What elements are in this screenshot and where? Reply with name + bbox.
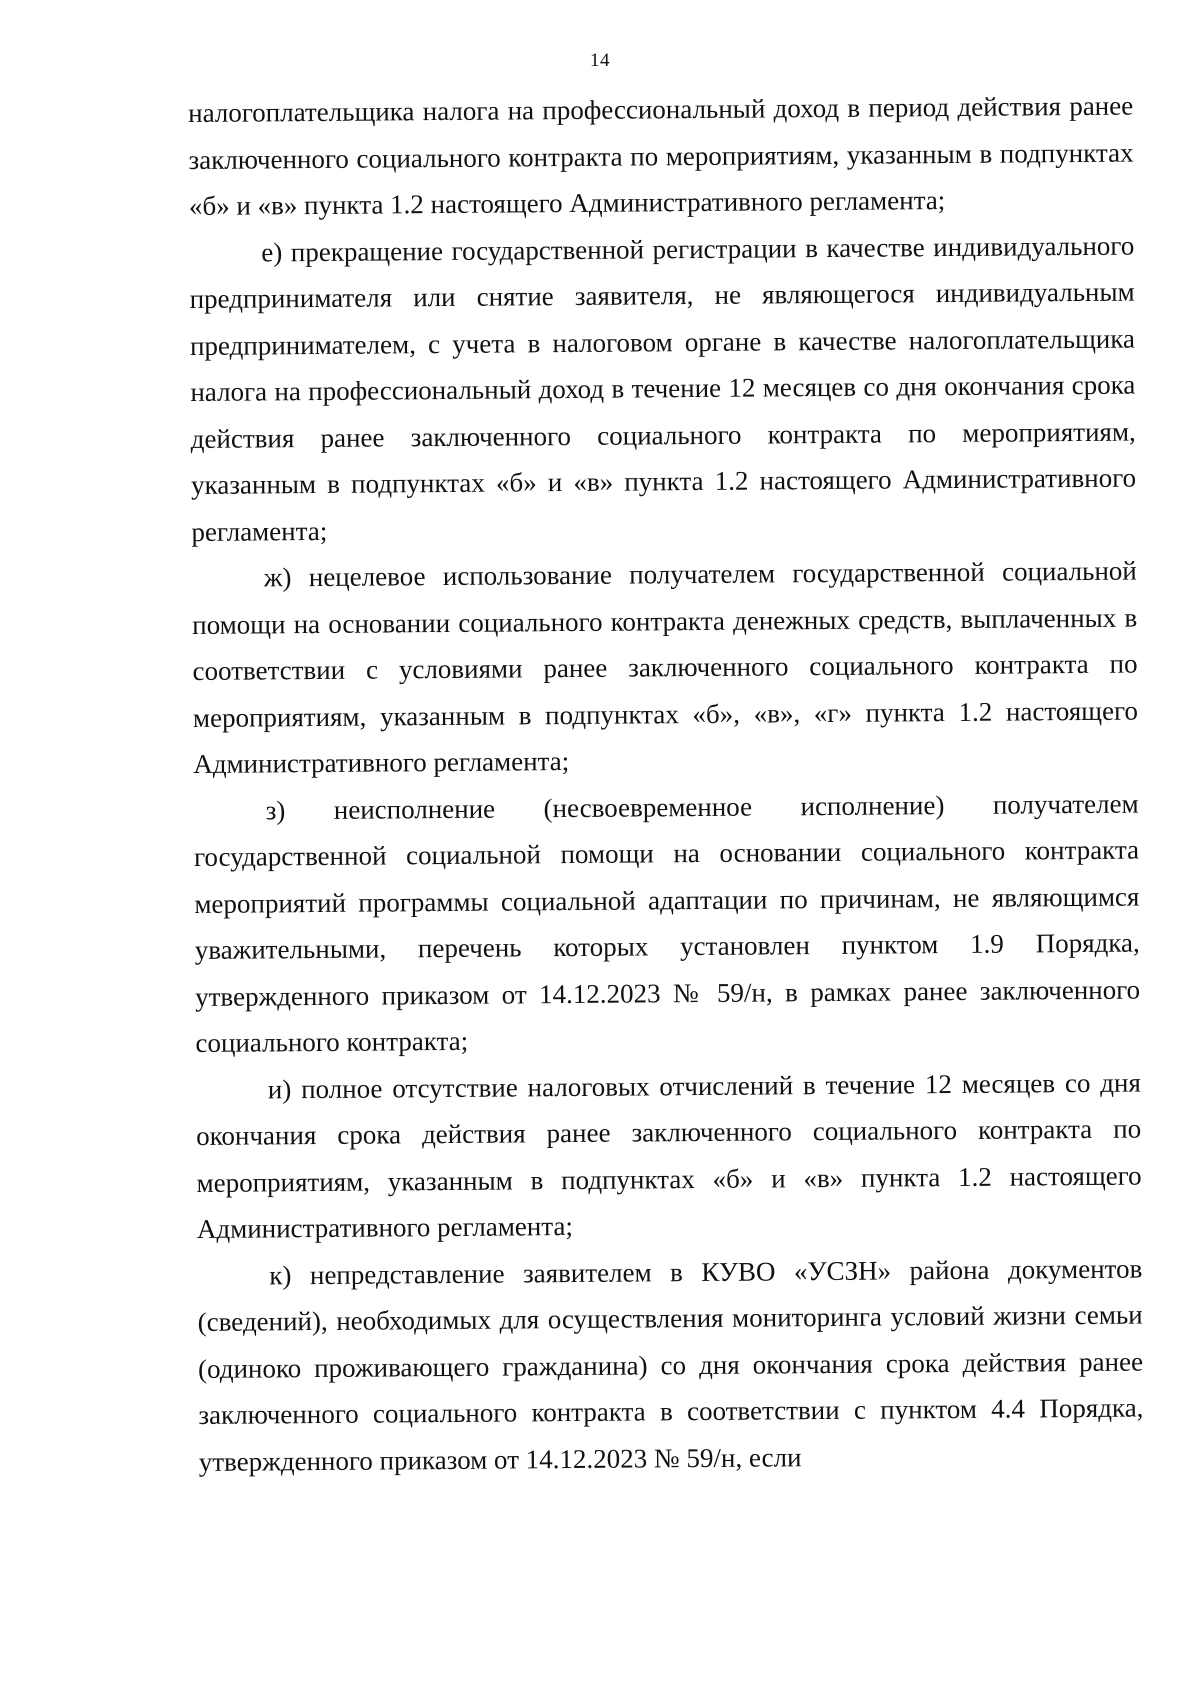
paragraph-item-zh: ж) нецелевое использование получателем государственной социальной помощи на основании социального контракта денежных средств, выплаченных в соответствии с условиями ранее заключенного социального контракта по мероприятиям, указанным в подпунктах «б», «в», «г» пункта 1.2 настоящего Административного регламента; <box>192 555 1139 779</box>
paragraph-continuation: налогоплательщика налога на профессиональный доход в период действия ранее заключенного социального контракта по мероприятиям, указанным в подпунктах «б» и «в» пункта 1.2 настоящего Административного регламента; <box>188 90 1134 221</box>
page-number: 14 <box>590 50 610 71</box>
paragraph-item-e: е) прекращение государственной регистрации в качестве индивидуального предпринимателя или снятие заявителя, не являющегося индивидуальным предпринимателем, с учета в налоговом органе в качестве налогоплательщика налога на профессиональный доход в течение 12 месяцев со дня окончания срока действия ранее заключенного социального контракта по мероприятиям, указанным в подпунктах «б» и «в» пункта 1.2 настоящего Административного регламента; <box>189 230 1137 547</box>
paragraph-item-z: з) неисполнение (несвоевременное исполнение) получателем государственной социальной помощи на основании социального контракта мероприятий программы социальной адаптации по причинам, не являющимся уважительными, перечень которых установлен пунктом 1.9 Порядка, утвержденного приказом от 14.12.2023 № 59/н, в рамках ранее заключенного социального контракта; <box>193 788 1141 1058</box>
paragraph-item-i: и) полное отсутствие налоговых отчислений в течение 12 месяцев со дня окончания срока действия ранее заключенного социального контракта по мероприятиям, указанным в подпунктах «б» и «в» пункта 1.2 настоящего Административного регламента; <box>196 1067 1142 1244</box>
document-body <box>188 83 1144 1485</box>
paragraph-item-k: к) непредставление заявителем в КУВО «УСЗН» района документов (сведений), необходимых для осуществления мониторинга условий жизни семьи (одиноко проживающего гражданина) со дня окончания срока действия ранее заключенного социального контракта в соответствии с пунктом 4.4 Порядка, утвержденного приказом от 14.12.2023 № 59/н, если <box>197 1253 1144 1477</box>
